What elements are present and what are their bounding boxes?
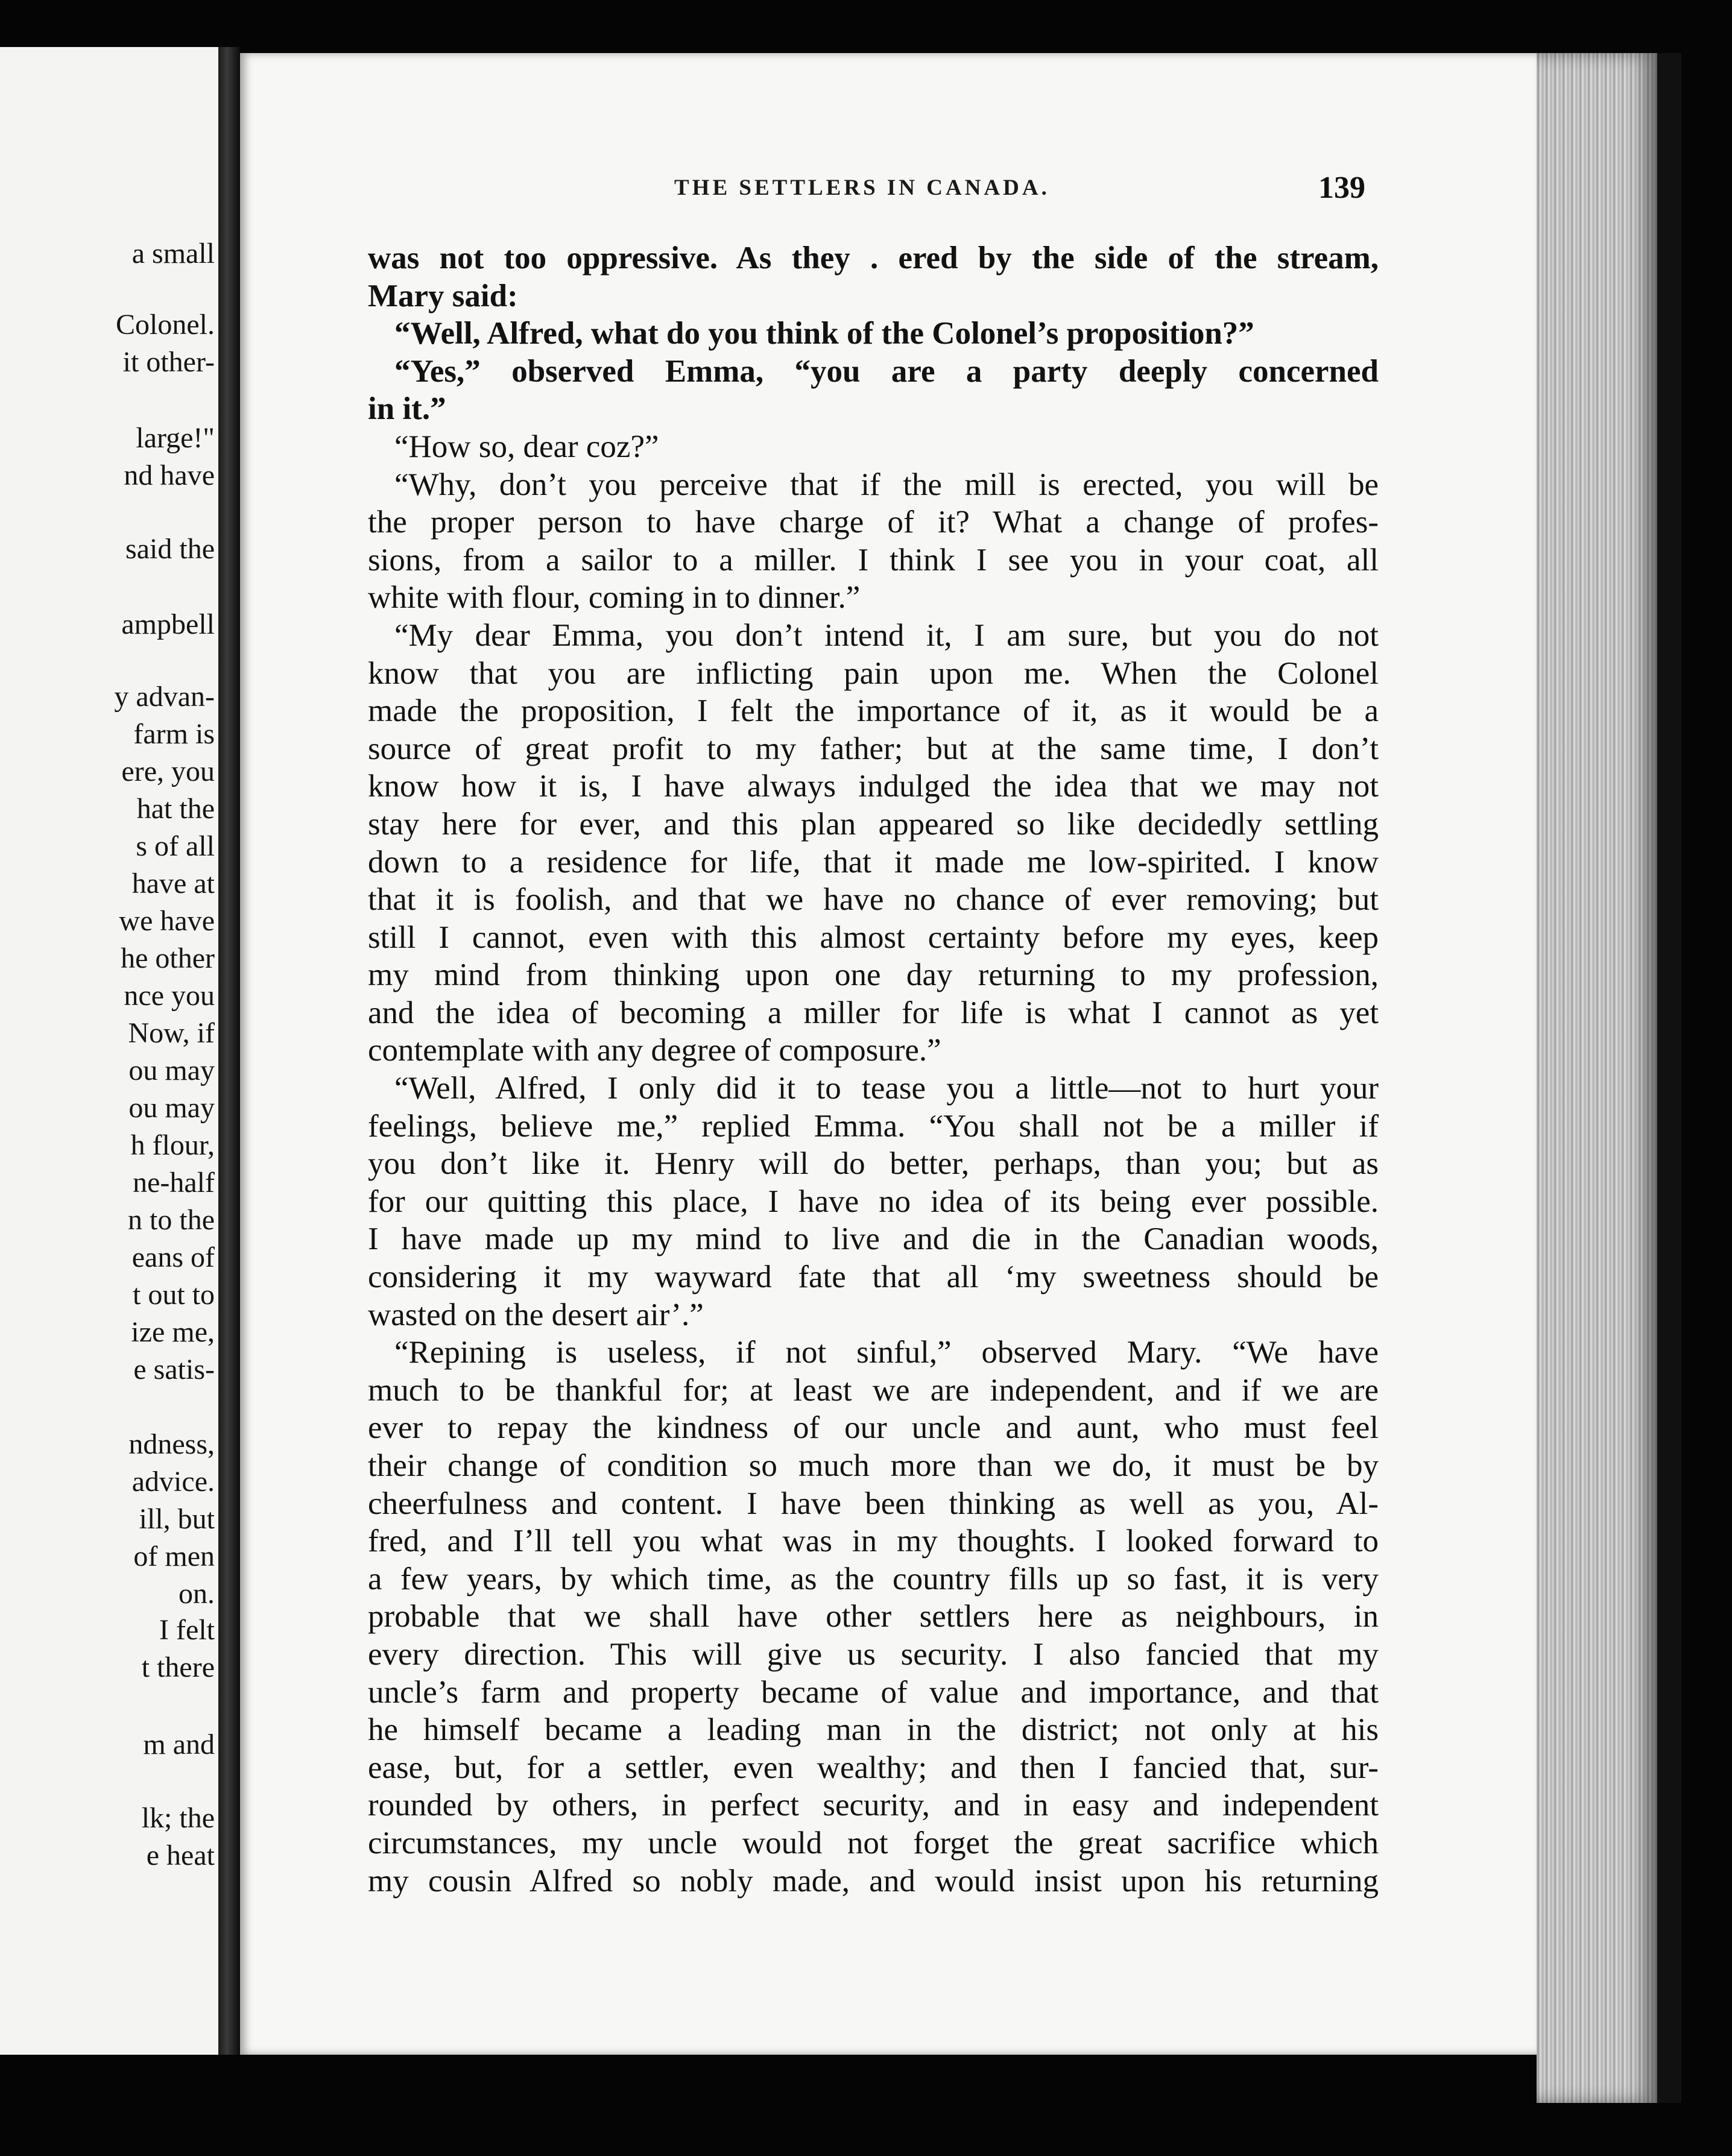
facing-page-line: m and [143,1729,215,1760]
page-edges [1537,53,1657,2103]
book-cover-edge [1657,53,1681,2103]
text-line: and the idea of becoming a miller for life is what I cannot as yet [368,995,1379,1030]
text-line: “How so, dear coz?” [394,429,659,464]
text-line: know how it is, I have always indulged the idea that we may not [368,769,1379,804]
facing-page-line: nce you [124,980,215,1012]
facing-page-line: on. [179,1578,215,1610]
facing-page-line: farm is [133,718,215,750]
text-line: fred, and I’ll tell you what was in my thoughts. I looked forward to [368,1524,1379,1559]
text-line: Mary said: [368,278,518,314]
facing-page-line: have at [131,868,215,900]
text-line: that it is foolish, and that we have no chance of ever removing; but [368,882,1379,918]
facing-page-line: nd have [124,459,215,491]
text-line: the proper person to have charge of it? What a change of profes- [368,505,1379,540]
text-line: source of great profit to my father; but at the same time, I don’t [368,731,1379,766]
book-gutter [218,47,240,2055]
text-line: “Yes,” observed Emma, “you are a party deeply concerned [394,353,1379,389]
text-line: every direction. This will give us security. I also fancied that my [368,1636,1379,1672]
text-line: was not too oppressive. As they . ered by the side of the stream, [368,241,1379,276]
facing-page-line: ou may [128,1054,215,1086]
text-line: he himself became a leading man in the district; not only at his [368,1712,1379,1748]
text-line: feelings, believe me,” replied Emma. “You shall not be a miller if [368,1108,1379,1144]
facing-page-line: s of all [136,830,215,862]
facing-page-line: y advan- [114,681,215,713]
facing-page-line: e satis- [133,1354,215,1385]
facing-page-line: eans of [131,1241,215,1273]
facing-page-line: it other- [122,346,215,378]
text-line: I have made up my mind to live and die in the Canadian woods, [368,1221,1379,1257]
text-line: “My dear Emma, you don’t intend it, I am sure, but you do not [394,617,1379,653]
facing-page-line: e heat [146,1839,215,1871]
text-line: still I cannot, even with this almost certainty before my eyes, keep [368,919,1379,955]
text-line: “Well, Alfred, I only did it to tease you a little—not to hurt your [394,1071,1379,1106]
facing-page-line: hat the [136,793,215,825]
facing-page-line: a small [131,238,215,270]
facing-page-line: ou may [128,1092,215,1124]
text-line: know that you are inflicting pain upon me. When the Colonel [368,655,1379,691]
facing-page-line: of men [133,1540,215,1572]
text-line: sions, from a sailor to a miller. I think I see you in your coat, all [368,542,1379,578]
facing-page-line: ere, you [121,755,215,787]
facing-page-left [0,47,221,2055]
facing-page-line: lk; the [141,1802,215,1834]
text-line: ease, but, for a settler, even wealthy; and then I fancied that, sur- [368,1750,1379,1785]
body-text [368,239,1379,1900]
facing-page-line: t out to [132,1279,215,1311]
running-head: THE SETTLERS IN CANADA. [674,175,1050,200]
facing-page-line: large!" [136,422,215,454]
facing-page-line: n to the [128,1204,215,1236]
text-line: “Why, don’t you perceive that if the mill is erected, you will be [394,467,1379,502]
facing-page-line: Colonel. [116,309,215,341]
text-line: much to be thankful for; at least we are independent, and if we are [368,1372,1379,1408]
text-line: my mind from thinking upon one day returning to my profession, [368,957,1379,993]
facing-page-line: ill, but [139,1503,215,1535]
text-line: you don’t like it. Henry will do better, perhaps, than you; but as [368,1146,1379,1182]
text-line: my cousin Alfred so nobly made, and would insist upon his returning [368,1863,1379,1899]
facing-page-line: I felt [159,1614,215,1646]
text-line: circumstances, my uncle would not forget the great sacrifice which [368,1825,1379,1861]
text-line: uncle’s farm and property became of value and importance, and that [368,1674,1379,1710]
text-line: stay here for ever, and this plan appeared so like decidedly settling [368,806,1379,842]
facing-page-line: ampbell [121,608,215,640]
facing-page-line: he other [121,942,215,974]
text-line: considering it my wayward fate that all ‘my sweetness should be [368,1259,1379,1295]
text-line: “Repining is useless, if not sinful,” observed Mary. “We have [394,1335,1379,1370]
text-line: wasted on the desert air’.” [368,1297,704,1332]
text-line: probable that we shall have other settlers here as neighbours, in [368,1599,1379,1634]
text-line: for our quitting this place, I have no idea of its being ever possible. [368,1184,1379,1219]
text-line: down to a residence for life, that it made me low-spirited. I know [368,844,1379,880]
facing-page-line: ne-half [133,1167,215,1199]
facing-page-line: said the [125,533,215,565]
text-line: their change of condition so much more than we do, it must be by [368,1448,1379,1483]
facing-page-line: ize me, [131,1316,215,1348]
text-line: a few years, by which time, as the country fills up so fast, it is very [368,1561,1379,1597]
text-line: ever to repay the kindness of our uncle and aunt, who must feel [368,1410,1379,1446]
facing-page-line: advice. [131,1466,215,1498]
facing-page-line: Now, if [128,1017,215,1049]
facing-page-line: ndness, [128,1428,215,1460]
page-number: 139 [1318,171,1365,205]
text-line: contemplate with any degree of composure.” [368,1033,941,1068]
facing-page-line: we have [119,905,215,937]
facing-page-line: t there [141,1651,215,1683]
facing-page-line: h flour, [130,1129,215,1161]
text-line: cheerfulness and content. I have been thinking as well as you, Al- [368,1486,1379,1521]
text-line: made the proposition, I felt the importance of it, as it would be a [368,693,1379,729]
text-line: rounded by others, in perfect security, and in easy and independent [368,1788,1379,1823]
text-line: “Well, Alfred, what do you think of the Colonel’s proposition?” [394,316,1254,351]
text-line: white with flour, coming in to dinner.” [368,580,861,616]
text-line: in it.” [368,391,446,427]
